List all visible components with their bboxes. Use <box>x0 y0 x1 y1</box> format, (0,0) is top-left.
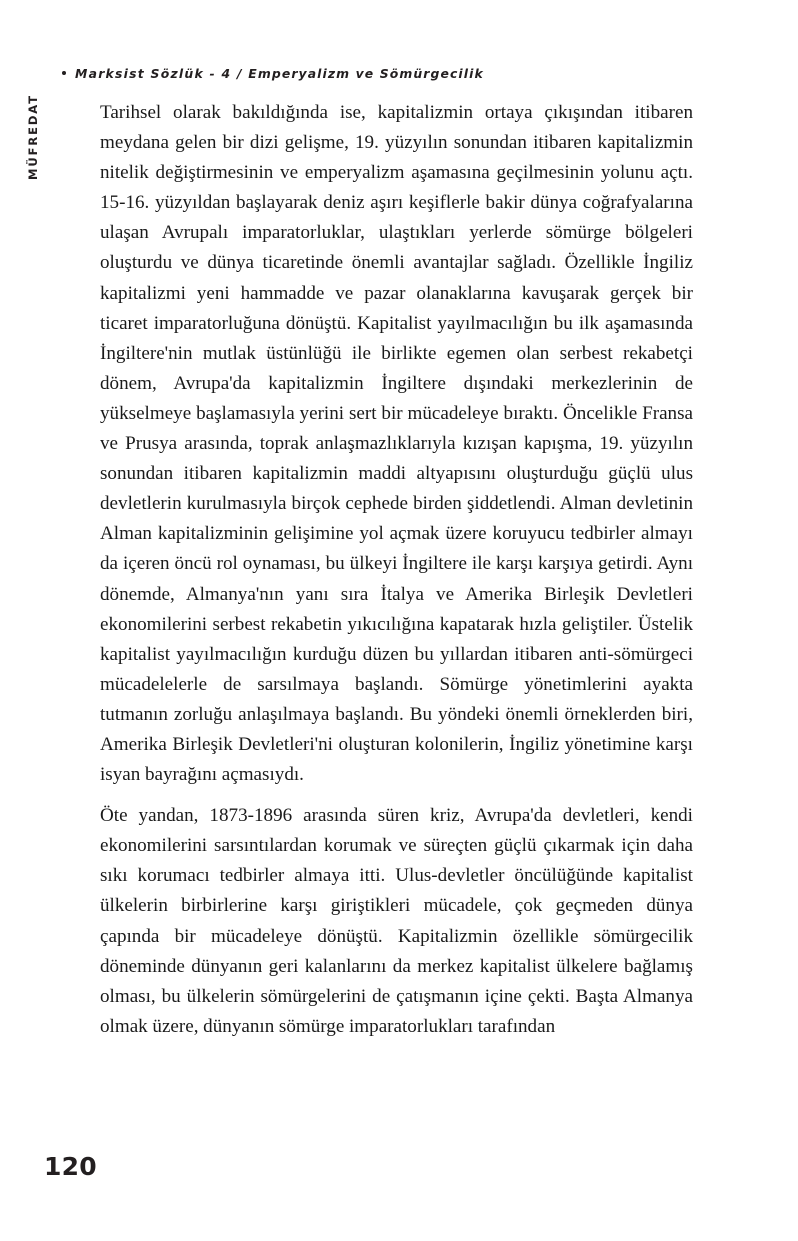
page-number: 120 <box>44 1152 97 1181</box>
running-head-text <box>75 66 484 81</box>
running-head-series: Marksist Sözlük - 4 / <box>75 65 249 81</box>
body-paragraph: Öte yandan, 1873-1896 arasında süren kriz, Avrupa'da devletleri, kendi ekonomilerini sarsıntılardan korumak ve süreçten güçlü çıkarmak için daha sıkı korumacı tedbirler almaya itti. Ulus-devletler öncülüğünde kapitalist ülkelerin birbirlerine karşı giriştikleri mücadele, çok geçmeden dünya çapında bir mücadeleye dönüştü. Kapitalizmin özellikle sömürgecilik döneminde dünyanın geri kalanlarını da merkez kapitalist ülkelere bağlamış olması, bu ülkelerin sömürgelerini de çatışmanın içine çekti. Başta Almanya olmak üzere, dünyanın sömürge imparatorlukları tarafından <box>100 805 693 1037</box>
running-head-title: Emperyalizm ve Sömürgecilik <box>248 65 484 81</box>
body-paragraph: Tarihsel olarak bakıldığında ise, kapitalizmin ortaya çıkışından itibaren meydana gelen bir dizi gelişme, 19. yüzyılın sonundan itibaren kapitalizmin nitelik değiştirmesinin ve emperyalizm aşamasına geçilmesinin yolunu açtı. 15-16. yüzyıldan başlayarak deniz aşırı keşiflerle bakir dünya coğrafyalarına ulaşan Avrupalı imparatorluklar, ulaştıkları yerlerde sömürge bölgeleri oluşturdu ve dünya ticaretinde önemli avantajlar sağladı. Özellikle İngiliz kapitalizmi yeni hammadde ve pazar olanaklarına kavuşarak gerçek bir ticaret imparatorluğuna dönüştü. Kapitalist yayılmacılığın bu ilk aşamasında İngiltere'nin mutlak üstünlüğü ile birlikte egemen olan serbest rekabetçi dönem, Avrupa'da kapitalizmin İngiltere dışındaki merkezlerinin de yükselmeye başlamasıyla yerini sert bir mücadeleye bıraktı. Öncelikle Fransa ve Prusya arasında, toprak anlaşmazlıklarıyla kızışan kapışma, 19. yüzyılın sonundan itibaren kapitalizmin maddi altyapısını oluşturduğu güçlü ulus devletlerin kurulmasıyla birçok cephede birden şiddetlendi. Alman devletinin Alman kapitalizminin gelişimine yol açmak üzere koruyucu tedbirler almayı da içeren öncü rol oynaması, bu ülkeyi İngiltere ile karşı karşıya getirdi. Aynı dönemde, Almanya'nın yanı sıra İtalya ve Amerika Birleşik Devletleri ekonomilerini serbest rekabetin yıkıcılığına kapatarak hızla geliştiler. Üstelik kapitalist yayılmacılığın kurduğu düzen bu yıllardan itibaren anti-sömürgeci mücadelelerle de sarsılmaya başlandı. Sömürge yönetimlerini ayakta tutmanın zorluğu anlaşılmaya başlandı. Bu yöndeki önemli örneklerden biri, Amerika Birleşik Devletleri'ni oluşturan kolonilerin, İngiliz yönetimine karşı isyan bayrağını açmasıydı. <box>100 102 693 786</box>
bullet-icon <box>62 71 66 75</box>
margin-tab <box>0 84 70 204</box>
margin-tab-label: MÜFREDAT <box>26 94 40 180</box>
running-head <box>62 62 702 84</box>
body-text-column <box>100 98 693 1042</box>
